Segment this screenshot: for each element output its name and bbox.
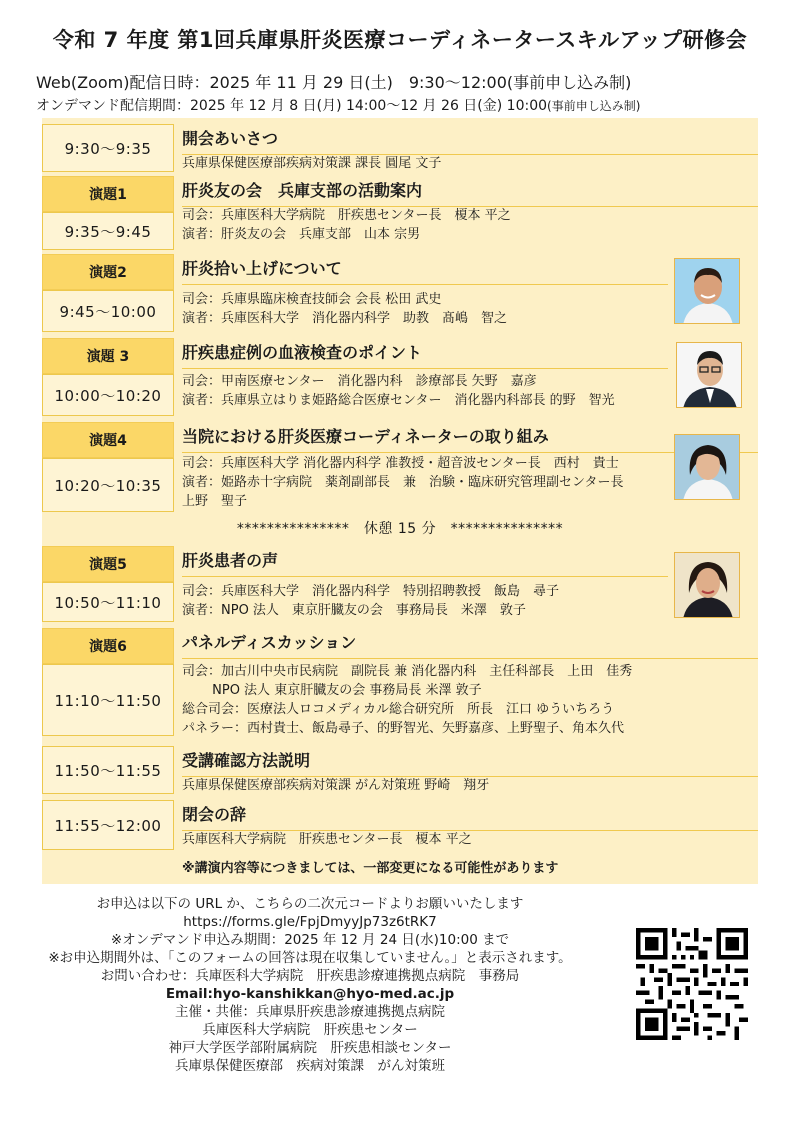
program-row-opening bbox=[42, 124, 758, 174]
divider bbox=[182, 452, 758, 453]
session-title: 受講確認方法説明 bbox=[182, 751, 311, 770]
divider bbox=[182, 206, 758, 207]
footer bbox=[0, 895, 620, 1075]
session-line: 司会：加古川中央市民病院 副院長 兼 消化器内科 主任科部長 上田 佳秀 bbox=[182, 664, 633, 679]
program-row-5 bbox=[42, 546, 758, 622]
program-row-6 bbox=[42, 628, 758, 740]
session-line: 司会：甲南医療センター 消化器内科 診療部長 矢野 嘉彦 bbox=[182, 374, 537, 389]
time-box: 10:50～11:10 bbox=[42, 582, 174, 622]
outside-period-note: ※お申込期間外は、「このフォームの回答は現在収集していません。」と表示されます。 bbox=[48, 950, 572, 966]
program-row-8 bbox=[42, 800, 758, 852]
ondemand-schedule bbox=[36, 95, 640, 115]
host-line: 兵庫医科大学病院 肝疾患センター bbox=[202, 1022, 418, 1038]
contact-line: お問い合わせ：兵庫医科大学病院 肝疾患診療連携拠点病院 事務局 bbox=[100, 968, 520, 984]
session-title: 肝疾患症例の血液検査のポイント bbox=[182, 343, 423, 362]
host-line: 兵庫県保健医療部 疾病対策課 がん対策班 bbox=[175, 1058, 445, 1074]
page-title: 令和 7 年度 第1回兵庫県肝炎医療コーディネータースキルアップ研修会 bbox=[52, 28, 748, 52]
session-line: パネラー：西村貴士、飯島尋子、的野智光、矢野嘉彦、上野聖子、角本久代 bbox=[182, 721, 625, 736]
time-box: 9:35～9:45 bbox=[42, 212, 174, 250]
contact-email-link[interactable]: Email:hyo-kanshikkan@hyo-med.ac.jp bbox=[165, 986, 455, 1002]
session-line: 兵庫県保健医療部疾病対策課 がん対策班 野崎 翔牙 bbox=[182, 778, 490, 793]
program-row-3 bbox=[42, 338, 758, 418]
session-line: 兵庫医科大学病院 肝疾患センター長 榎本 平之 bbox=[182, 832, 472, 847]
divider bbox=[182, 776, 758, 777]
ondemand-period: オンデマンド配信期間：2025 年 12 月 8 日(月) 14:00～12 月 26 日(金) 10:00 bbox=[36, 98, 548, 114]
session-line: NPO 法人 東京肝臓友の会 事務局長 米澤 敦子 bbox=[182, 683, 482, 698]
time-box: 9:30～9:35 bbox=[42, 124, 174, 172]
divider bbox=[182, 830, 758, 831]
divider bbox=[182, 368, 668, 369]
session-tag: 演題4 bbox=[42, 422, 174, 458]
web-schedule: Web(Zoom)配信日時：2025 年 11 月 29 日(土) 9:30～12:00(事前申し込み制) bbox=[36, 73, 632, 92]
session-line: 上野 聖子 bbox=[182, 494, 248, 509]
divider bbox=[182, 658, 758, 659]
session-title: 開会あいさつ bbox=[182, 129, 279, 148]
session-title: 肝炎友の会 兵庫支部の活動案内 bbox=[182, 181, 423, 200]
speaker-photo-yano-icon bbox=[676, 342, 742, 408]
session-tag: 演題 3 bbox=[42, 338, 174, 374]
divider bbox=[182, 154, 758, 155]
session-tag: 演題2 bbox=[42, 254, 174, 290]
session-line: 演者：肝炎友の会 兵庫支部 山本 宗男 bbox=[182, 227, 421, 242]
host-line: 主催・共催：兵庫県肝疾患診療連携拠点病院 bbox=[175, 1004, 445, 1020]
session-title: 肝炎患者の声 bbox=[182, 551, 279, 570]
session-title: 当院における肝炎医療コーディネーターの取り組み bbox=[182, 427, 549, 446]
session-tag: 演題1 bbox=[42, 176, 174, 212]
session-line: 演者：兵庫県立はりま姫路総合医療センター 消化器内科部長 的野 智光 bbox=[182, 393, 615, 408]
program-row-7 bbox=[42, 746, 758, 796]
program-row-4 bbox=[42, 422, 758, 512]
session-tag: 演題6 bbox=[42, 628, 174, 664]
divider bbox=[182, 284, 668, 285]
program-panel bbox=[42, 118, 758, 884]
program-row-2 bbox=[42, 254, 758, 334]
apply-instructions: お申込は以下の URL か、こちらの二次元コードよりお願いいたします bbox=[96, 896, 524, 912]
session-line: 演者：兵庫医科大学 消化器内科学 助教 髙嶋 智之 bbox=[182, 311, 508, 326]
time-box: 10:20～10:35 bbox=[42, 458, 174, 512]
session-line: 演者：NPO 法人 東京肝臓友の会 事務局長 米澤 敦子 bbox=[182, 603, 526, 618]
time-box: 10:00～10:20 bbox=[42, 374, 174, 416]
session-tag: 演題5 bbox=[42, 546, 174, 582]
session-line: 司会：兵庫医科大学 消化器内科学 特別招聘教授 飯島 尋子 bbox=[182, 584, 560, 599]
change-notice: ※講演内容等につきましては、一部変更になる可能性があります bbox=[182, 861, 559, 876]
session-line: 司会：兵庫県臨床検査技師会 会長 松田 武史 bbox=[182, 292, 442, 307]
session-title: 肝炎拾い上げについて bbox=[182, 259, 342, 278]
apply-url-link[interactable]: https://forms.gle/FpjDmyyJp73z6tRK7 bbox=[183, 914, 437, 930]
speaker-photo-nishimura-icon bbox=[674, 434, 740, 500]
session-line: 兵庫県保健医療部疾病対策課 課長 圓尾 文子 bbox=[182, 156, 442, 171]
session-title: パネルディスカッション bbox=[182, 633, 357, 652]
session-title: 閉会の辞 bbox=[182, 805, 247, 824]
time-box: 11:50～11:55 bbox=[42, 746, 174, 794]
host-line: 神戸大学医学部附属病院 肝疾患相談センター bbox=[168, 1040, 452, 1056]
session-line: 司会：兵庫医科大学病院 肝疾患センター長 榎本 平之 bbox=[182, 208, 511, 223]
program-row-1 bbox=[42, 176, 758, 250]
qr-code-icon[interactable] bbox=[636, 928, 748, 1040]
session-line: 演者：姫路赤十字病院 薬剤副部長 兼 治験・臨床研究管理副センター長 bbox=[182, 475, 624, 490]
time-box: 11:55～12:00 bbox=[42, 800, 174, 850]
speaker-photo-takashima-icon bbox=[674, 258, 740, 324]
time-box: 9:45～10:00 bbox=[42, 290, 174, 332]
ondemand-note: (事前申し込み制) bbox=[547, 99, 641, 113]
break-notice: *************** 休憩 15 分 *************** bbox=[236, 521, 564, 537]
divider bbox=[182, 576, 668, 577]
session-line: 司会：兵庫医科大学 消化器内科学 准教授・超音波センター長 西村 貴士 bbox=[182, 456, 619, 471]
deadline-note: ※オンデマンド申込み期間：2025 年 12 月 24 日(水)10:00 まで bbox=[110, 932, 510, 948]
speaker-photo-iijima-icon bbox=[674, 552, 740, 618]
time-box: 11:10～11:50 bbox=[42, 664, 174, 736]
session-line: 総合司会：医療法人ロコメディカル総合研究所 所長 江口 ゆういちろう bbox=[182, 702, 615, 717]
